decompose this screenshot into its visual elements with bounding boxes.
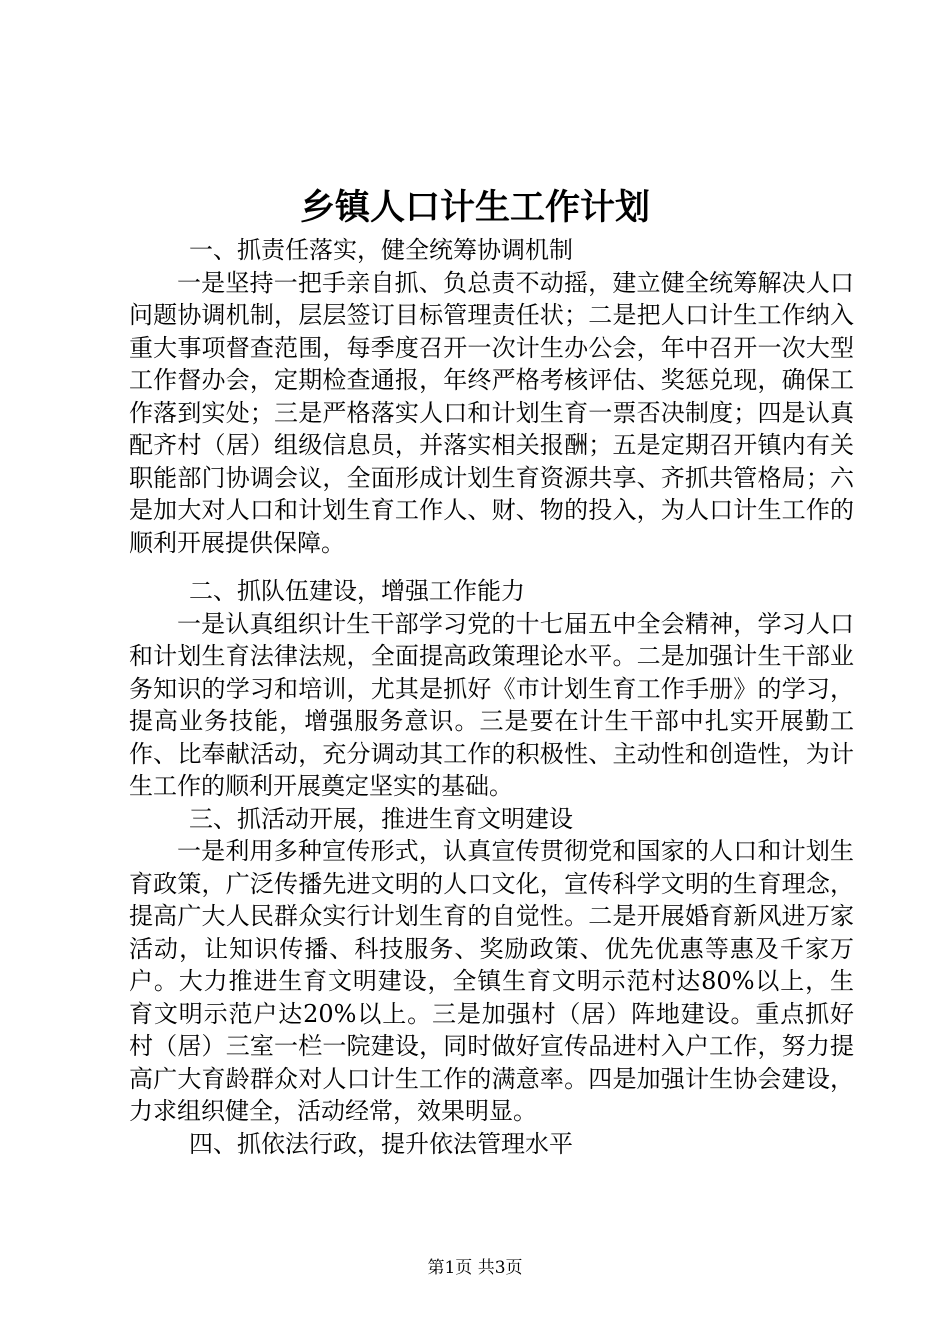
section-2-body: 一是认真组织计生干部学习党的十七届五中全会精神，学习人口和计划生育法律法规，全面提高政策理论水平。二是加强计生干部业务知识的学习和培训，尤其是抓好《市计划生育工作手册》的学习，提高业务技能，增强服务意识。三是要在计生干部中扎实开展勤工作、比奉献活动，充分调动其工作的积极性、主动性和创造性，为计生工作的顺利开展奠定坚实的基础。: [129, 609, 854, 800]
page-footer: 第1页 共3页: [427, 1258, 523, 1278]
document-body: [129, 234, 854, 1160]
section-2-heading: 二、抓队伍建设，增强工作能力: [189, 577, 525, 605]
section-4-heading: 四、抓依法行政，提升依法管理水平: [189, 1129, 573, 1158]
section-1-body: 一是坚持一把手亲自抓、负总责不动摇，建立健全统筹解决人口问题协调机制，层层签订目标管理责任状；二是把人口计生工作纳入重大事项督查范围，每季度召开一次计生办公会，年中召开一次大型工作督办会，定期检查通报，年终严格考核评估、奖惩兑现，确保工作落到实处；三是严格落实人口和计划生育一票否决制度；四是认真配齐村（居）组级信息员，并落实相关报酬；五是定期召开镇内有关职能部门协调会议，全面形成计划生育资源共享、齐抓共管格局；六是加大对人口和计划生育工作人、财、物的投入，为人口计生工作的顺利开展提供保障。: [129, 268, 854, 557]
section-3-heading: 三、抓活动开展，推进生育文明建设: [189, 804, 573, 833]
section-3-body: 一是利用多种宣传形式，认真宣传贯彻党和国家的人口和计划生育政策，广泛传播先进文明的人口文化，宣传科学文明的生育理念，提高广大人民群众实行计划生育的自觉性。二是开展婚育新风进万家活动，让知识传播、科技服务、奖励政策、优先优惠等惠及千家万户。大力推进生育文明建设，全镇生育文明示范村达80%以上，生育文明示范户达20%以上。三是加强村（居）阵地建设。重点抓好村（居）三室一栏一院建设，同时做好宣传品进村入户工作，努力提高广大育龄群众对人口计生工作的满意率。四是加强计生协会建设，力求组织健全，活动经常，效果明显。: [129, 837, 854, 1125]
page-title: 乡镇人口计生工作计划: [299, 187, 650, 228]
section-1-heading: 一、抓责任落实，健全统筹协调机制: [189, 236, 573, 264]
